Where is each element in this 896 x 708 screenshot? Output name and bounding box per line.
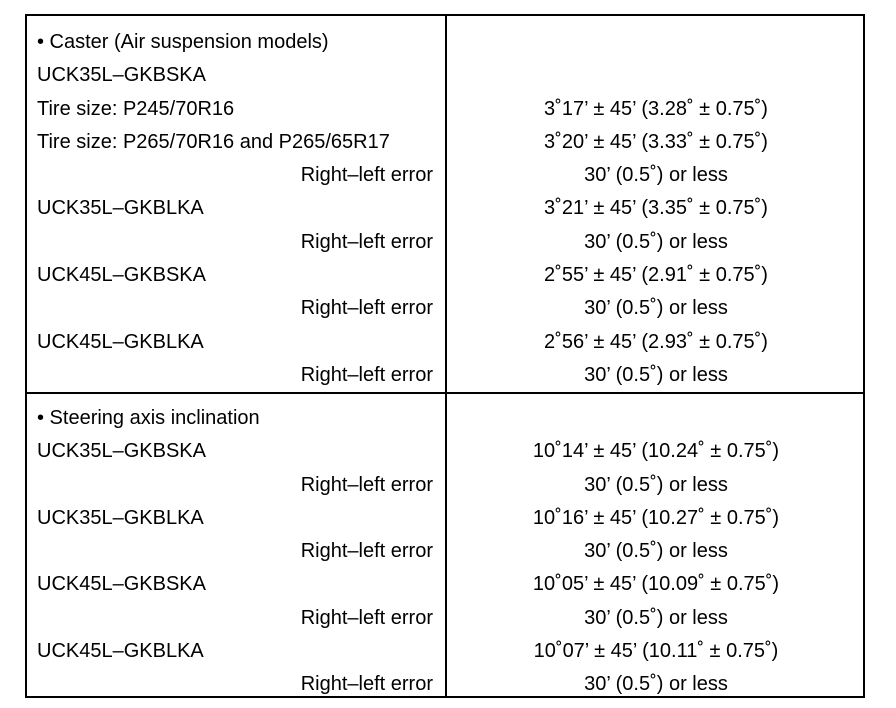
- table-row: [27, 535, 863, 568]
- spec-value: 30’ (0.5˚) or less: [584, 230, 728, 253]
- table-row: [27, 192, 863, 225]
- spec-value: [447, 59, 865, 92]
- caster-section: [27, 16, 863, 392]
- right-left-error-label: Right–left error: [300, 473, 433, 496]
- spec-label: UCK45L–GKBLKA: [37, 640, 204, 663]
- section-heading-row: [27, 26, 863, 59]
- spec-value: 30’ (0.5˚) or less: [584, 363, 728, 386]
- table-row: [27, 469, 863, 502]
- steering-axis-section: [27, 392, 863, 696]
- spec-value: 10˚14’ ± 45’ (10.24˚ ± 0.75˚): [532, 440, 780, 463]
- spec-label: UCK35L–GKBLKA: [37, 506, 204, 529]
- table-row: [27, 326, 863, 359]
- spec-label: Tire size: P265/70R16 and P265/65R17: [37, 130, 390, 153]
- right-left-error-label: Right–left error: [300, 540, 433, 563]
- spec-table: [25, 14, 865, 698]
- right-left-error-label: Right–left error: [300, 673, 433, 696]
- spec-label: UCK45L–GKBLKA: [37, 330, 204, 353]
- spec-value: 30’ (0.5˚) or less: [584, 540, 728, 563]
- section-heading-row: [27, 402, 863, 435]
- table-row: [27, 568, 863, 601]
- spec-value: 10˚07’ ± 45’ (10.11˚ ± 0.75˚): [533, 640, 779, 663]
- spec-label: UCK45L–GKBSKA: [37, 264, 206, 287]
- caster-heading: • Caster (Air suspension models): [37, 31, 329, 53]
- table-row: [27, 159, 863, 192]
- table-row: [27, 359, 863, 392]
- spec-value: 30’ (0.5˚) or less: [584, 606, 728, 629]
- right-left-error-label: Right–left error: [300, 164, 433, 187]
- spec-value: 30’ (0.5˚) or less: [584, 673, 728, 696]
- spec-value: 3˚17’ ± 45’ (3.28˚ ± 0.75˚): [544, 97, 768, 120]
- table-row: [27, 435, 863, 468]
- spec-value: 2˚56’ ± 45’ (2.93˚ ± 0.75˚): [544, 330, 768, 353]
- spec-value: 3˚20’ ± 45’ (3.33˚ ± 0.75˚): [544, 130, 768, 153]
- table-row: [27, 502, 863, 535]
- table-row: [27, 59, 863, 92]
- spec-label: UCK45L–GKBSKA: [37, 573, 206, 596]
- table-row: [27, 226, 863, 259]
- spec-value: 30’ (0.5˚) or less: [584, 164, 728, 187]
- table-row: [27, 602, 863, 635]
- spec-label: UCK35L–GKBSKA: [37, 440, 206, 463]
- table-row: [27, 635, 863, 668]
- table-row: [27, 668, 863, 701]
- spec-value: 2˚55’ ± 45’ (2.91˚ ± 0.75˚): [544, 264, 768, 287]
- spec-value: 3˚21’ ± 45’ (3.35˚ ± 0.75˚): [544, 197, 768, 220]
- right-left-error-label: Right–left error: [300, 297, 433, 320]
- spec-label: Tire size: P245/70R16: [37, 97, 235, 120]
- spec-value: 30’ (0.5˚) or less: [584, 473, 728, 496]
- steering-heading: • Steering axis inclination: [37, 407, 260, 429]
- spec-label: UCK35L–GKBLKA: [37, 197, 204, 220]
- spec-value: 10˚05’ ± 45’ (10.09˚ ± 0.75˚): [532, 573, 780, 596]
- spec-value: 30’ (0.5˚) or less: [584, 297, 728, 320]
- table-row: [27, 292, 863, 325]
- table-row: [27, 126, 863, 159]
- right-left-error-label: Right–left error: [300, 230, 433, 253]
- table-row: [27, 93, 863, 126]
- spec-value: 10˚16’ ± 45’ (10.27˚ ± 0.75˚): [532, 506, 780, 529]
- spec-label: UCK35L–GKBSKA: [37, 64, 206, 87]
- right-left-error-label: Right–left error: [300, 363, 433, 386]
- table-row: [27, 259, 863, 292]
- right-left-error-label: Right–left error: [300, 606, 433, 629]
